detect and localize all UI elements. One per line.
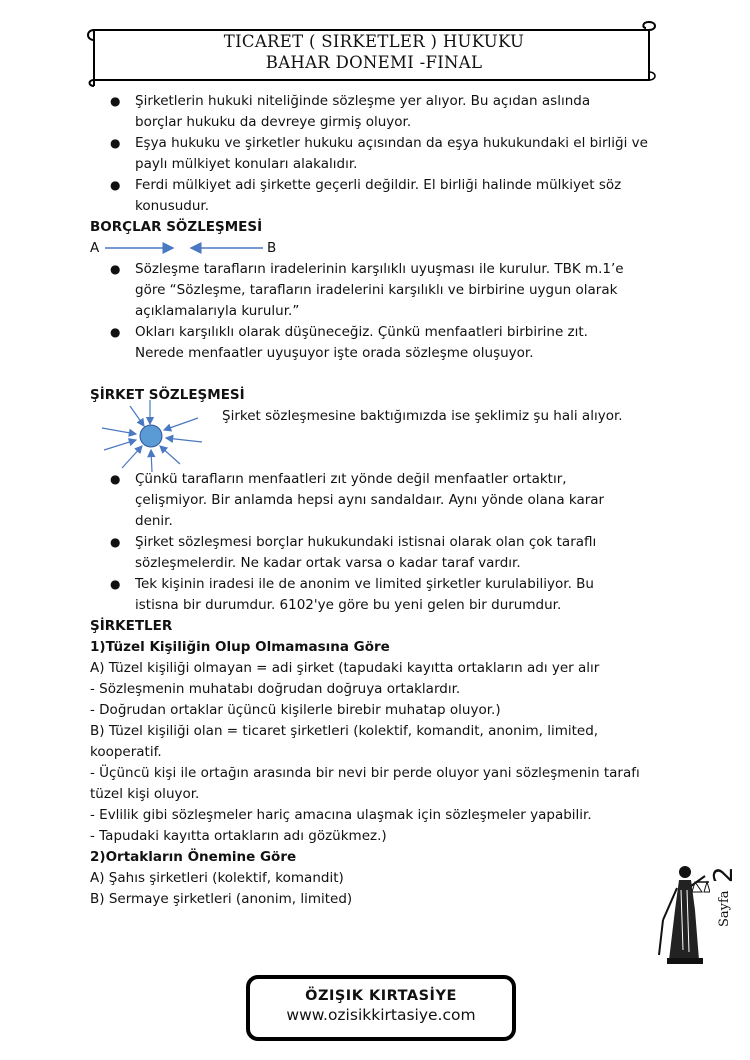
text-line: B) Tüzel kişiliği olan = ticaret şirketleri (kolektif, komandit, anonim, limited,: [90, 723, 599, 739]
shared-interest-circle: [140, 425, 162, 447]
text-line: B) Sermaye şirketleri (anonim, limited): [90, 891, 353, 907]
text-line: borçlar hukuku da devreye girmiş oluyor.: [135, 114, 412, 130]
section-heading-borclar: BORÇLAR SÖZLEŞMESİ: [90, 219, 263, 235]
text-line: tüzel kişi oluyor.: [90, 786, 200, 802]
bullet-marker: ●: [110, 94, 121, 108]
text-line: açıklamalarıyla kurulur.”: [135, 303, 300, 319]
section-heading-sirket: ŞİRKET SÖZLEŞMESİ: [90, 387, 245, 403]
bullet-marker: ●: [110, 262, 121, 276]
text-line: - Tapudaki kayıtta ortakların adı gözükmez.): [90, 828, 387, 844]
page-number-block: [700, 855, 750, 935]
page-number: 2: [709, 866, 739, 883]
bullet-marker: ●: [110, 136, 121, 150]
text-line: Okları karşılıklı olarak düşüneceğiz. Çünkü menfaatleri birbirine zıt.: [135, 324, 588, 340]
text-line: A) Şahıs şirketleri (kolektif, komandit): [90, 870, 344, 886]
bullet-marker: ●: [110, 325, 121, 339]
text-line: paylı mülkiyet konuları alakalıdır.: [135, 156, 358, 172]
semester-title: BAHAR DONEMI -FINAL: [265, 53, 483, 72]
opposing-arrows-diagram: [103, 240, 273, 256]
text-line: göre “Sözleşme, tarafların iradelerini karşılıklı ve birbirine uygun olarak: [135, 282, 618, 298]
diagram-caption: Şirket sözleşmesine baktığımızda ise şeklimiz şu hali alıyor.: [222, 408, 623, 424]
text-line: sözleşmelerdir. Ne kadar ortak varsa o kadar taraf vardır.: [135, 555, 521, 571]
bullet-marker: ●: [110, 577, 121, 591]
bullet-marker: ●: [110, 472, 121, 486]
text-line: Şirket sözleşmesi borçlar hukukundaki istisnai olarak olan çok taraflı: [135, 534, 597, 550]
banner-text: [84, 31, 664, 73]
text-line: konusudur.: [135, 198, 210, 214]
text-line: Şirketlerin hukuki niteliğinde sözleşme yer alıyor. Bu açıdan aslında: [135, 93, 591, 109]
bullet-marker: ●: [110, 535, 121, 549]
bullet-marker: ●: [110, 178, 121, 192]
text-line: denir.: [135, 513, 173, 529]
course-title: TICARET ( SIRKETLER ) HUKUKU: [223, 32, 525, 51]
text-line: Tek kişinin iradesi ile de anonim ve limited şirketler kurulabiliyor. Bu: [135, 576, 594, 592]
subheading-tuzel-kisilik: 1)Tüzel Kişiliğin Olup Olmamasına Göre: [90, 639, 390, 655]
text-line: - Doğrudan ortaklar üçüncü kişilerle birebir muhatap oluyor.): [90, 702, 501, 718]
party-a-label: A: [90, 240, 100, 256]
text-line: Ferdi mülkiyet adi şirkette geçerli değildir. El birliği halinde mülkiyet söz: [135, 177, 622, 193]
text-line: - Üçüncü kişi ile ortağın arasında bir nevi bir perde oluyor yani sözleşmenin tarafı: [90, 765, 640, 781]
text-line: Çünkü tarafların menfaatleri zıt yönde değil menfaatler ortaktır,: [135, 471, 567, 487]
text-line: Sözleşme tarafların iradelerinin karşılıklı uyuşması ile kurulur. TBK m.1’e: [135, 261, 624, 277]
subheading-ortaklar: 2)Ortakların Önemine Göre: [90, 849, 297, 865]
text-line: kooperatif.: [90, 744, 162, 760]
text-line: Eşya hukuku ve şirketler hukuku açısından da eşya hukukundaki el birliği ve: [135, 135, 648, 151]
title-banner: [84, 18, 664, 90]
text-line: A) Tüzel kişiliği olmayan = adi şirket (tapudaki kayıtta ortakların adı yer alır: [90, 660, 600, 676]
converging-arrows-diagram: [100, 400, 220, 475]
text-line: Nerede menfaatler uyuşuyor işte orada sözleşme oluşuyor.: [135, 345, 534, 361]
party-b-label: B: [267, 240, 277, 256]
text-line: - Sözleşmenin muhatabı doğrudan doğruya ortaklardır.: [90, 681, 461, 697]
footer-box: [246, 975, 516, 1041]
text-line: çelişmiyor. Bir anlamda hepsi aynı sandaldaır. Aynı yönde olana karar: [135, 492, 605, 508]
text-line: istisna bir durumdur. 6102'ye göre bu yeni gelen bir durumdur.: [135, 597, 562, 613]
section-heading-sirketler: ŞİRKETLER: [90, 618, 173, 634]
text-line: - Evlilik gibi sözleşmeler hariç amacına ulaşmak için sözleşmeler yapabilir.: [90, 807, 592, 823]
footer-url: www.ozisikkirtasiye.com: [286, 1006, 476, 1024]
page-label: Sayfa: [717, 890, 732, 927]
footer-company: ÖZIŞIK KIRTASİYE: [305, 988, 457, 1004]
